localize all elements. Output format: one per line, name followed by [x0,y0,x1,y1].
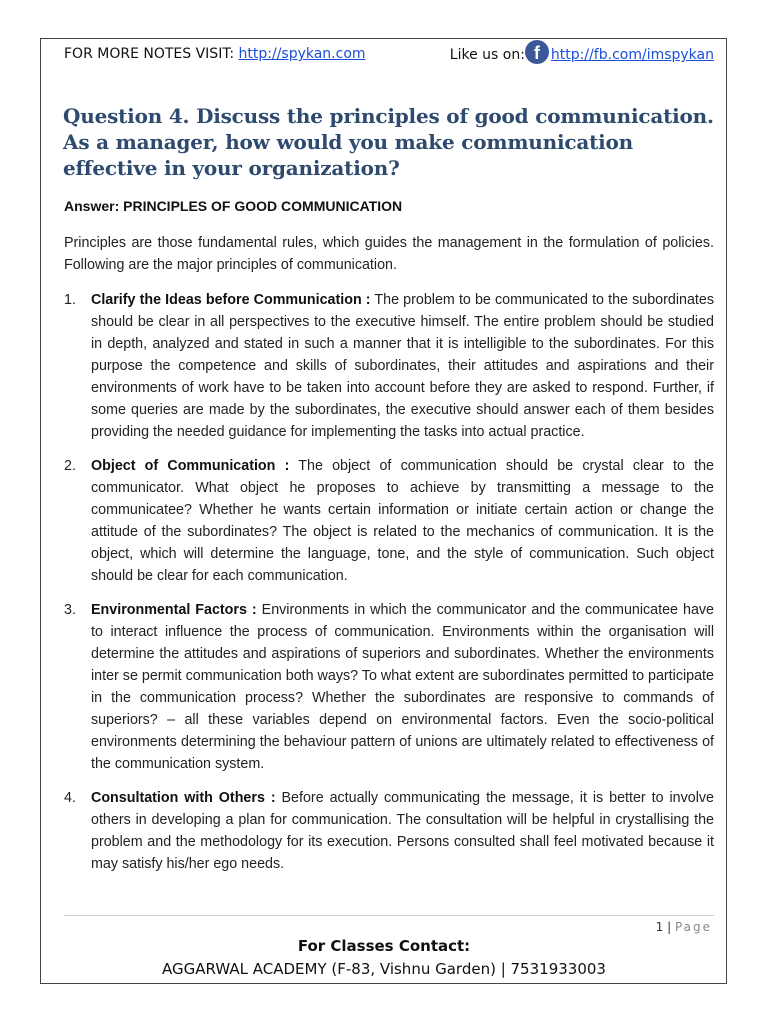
item-text: Before actually communicating the message, it is better to involve others in developing a plan for communication. The consultation will be helpful in crystallising the problem and the methodology for its execution. Persons consulted shall feel motivated because it may satisfy his/her ego needs. [91,790,714,872]
item-text: The object of communication should be crystal clear to the communicator. What object he proposes to achieve by transmitting a message to the communicatee? Whether he wants certain information or initiate certain action or change the attitude of the subordinates? The object is related to the mechanics of communication. It is the object, which will determine the language, tone, and the style of communication. Such object should be clear for each communication. [91,458,714,584]
question-heading: Question 4. Discuss the principles of good communication. As a manager, how would you make communication effective in your organization? [63,104,714,180]
page-word: Page [674,920,712,934]
page-separator: | [667,920,672,934]
intro-paragraph: Principles are those fundamental rules, which guides the management in the formulation of policies. Following are the major principles of communication. [64,235,714,273]
page-number [656,920,712,934]
item-text: Environments in which the communicator and the communicatee have to interact influence the process of communication. Environments within the organisation will determine the attitudes and aspirations of superiors and subordinates. Whether the environments inter se permit communication both ways? To what extent are subordinates permitted to participate in the communication process? Whether the subordinates are responsive to commands of superiors? – all these variables depend on environmental factors. Even the socio-political environments determining the behaviour pattern of unions are ultimately related to effectiveness of the communication system. [91,602,714,772]
contact-line: AGGARWAL ACADEMY (F-83, Vishnu Garden) | 7531933003 [162,960,606,978]
item-number: 2. [64,458,76,474]
contact-title: For Classes Contact: [297,937,471,955]
facebook-icon[interactable]: f [525,40,549,64]
page-number-value: 1 [655,920,664,934]
list-item [64,787,714,875]
notes-label: FOR MORE NOTES VISIT: [64,46,235,62]
item-number: 4. [64,790,76,806]
item-title: Clarify the Ideas before Communication : [91,292,371,308]
footer-divider [64,915,714,916]
page-header [64,44,714,66]
facebook-link[interactable]: http://fb.com/imspykan [550,47,714,63]
list-item [64,289,714,443]
header-notes [64,46,366,62]
answer-heading: Answer: PRINCIPLES OF GOOD COMMUNICATION [64,198,403,214]
item-title: Environmental Factors : [91,602,257,618]
list-item [64,455,714,587]
header-facebook [449,43,714,64]
principles-list [64,289,714,887]
item-number: 1. [64,292,76,308]
like-label: Like us on: [449,47,525,63]
spykan-link[interactable]: http://spykan.com [238,46,366,62]
item-number: 3. [64,602,76,618]
item-title: Consultation with Others : [91,790,276,806]
item-title: Object of Communication : [91,458,290,474]
item-text: The problem to be communicated to the subordinates should be clear in all perspectives to the executive himself. The entire problem should be studied in depth, analyzed and stated in such a manner that it is intelligible to the subordinates. For this purpose the competence and skills of subordinates, their attitudes and aspirations and their environments of work have to be taken into account before they are asked to respond. Further, if some queries are made by the subordinates, the executive should answer each of them besides providing the needed guidance for implementing the tasks into actual practice. [91,292,714,440]
list-item [64,599,714,775]
